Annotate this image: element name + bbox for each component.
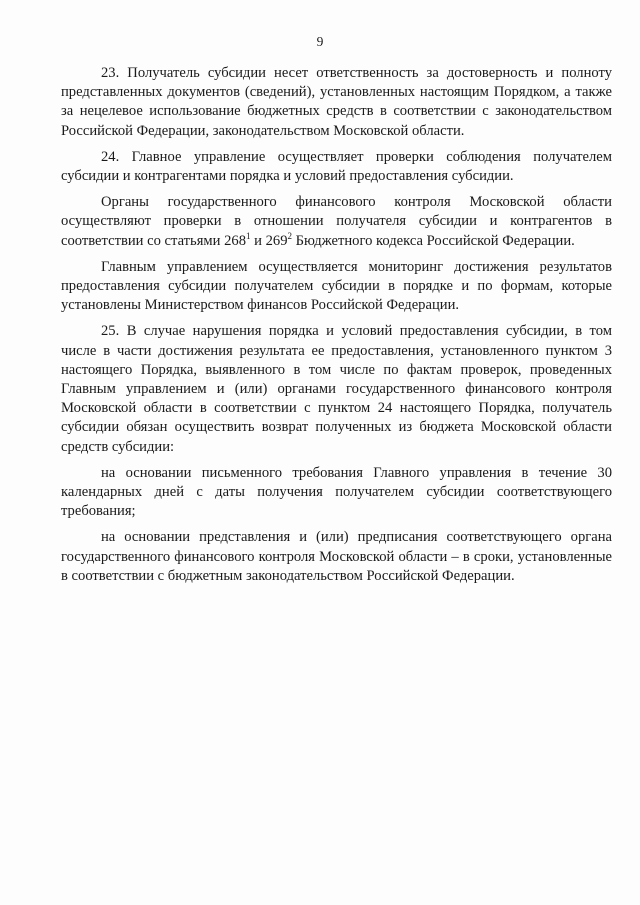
paragraph-24-control-bodies xyxy=(61,193,612,251)
paragraph-text: и 269 xyxy=(250,232,288,249)
superscript: 1 xyxy=(246,230,251,241)
paragraph-23: 23. Получатель субсидии несет ответственность за достоверность и полноту представленных документов (сведений), установленных настоящим Порядком, а также за нецелевое использование бюджетных средств в соответствии с законодательством Российской Федерации, законодательством Московской области. xyxy=(61,65,612,139)
paragraph-25-representation: на основании представления и (или) предписания соответствующего органа государственного финансового контроля Московской области – в сроки, установленные в соответствии с бюджетным законодательством Российской Федерации. xyxy=(61,529,612,584)
paragraph-text: Органы государственного финансового контроля Московской области осуществляют проверки в отношении получателя субсидии и контрагентов в соответствии со статьями 268 xyxy=(61,194,612,249)
paragraph-24-monitoring: Главным управлением осуществляется мониторинг достижения результатов предоставления субсидии получателем субсидии в порядке и по формам, которые установлены Министерством финансов Российской Федерации. xyxy=(61,258,612,314)
paragraph-24: 24. Главное управление осуществляет проверки соблюдения получателем субсидии и контрагентами порядка и условий предоставления субсидии. xyxy=(61,148,612,185)
paragraph-text: Бюджетного кодекса Российской Федерации. xyxy=(292,232,575,249)
superscript: 2 xyxy=(287,230,292,241)
page-number: 9 xyxy=(316,34,324,49)
paragraph-25-written-demand: на основании письменного требования Главного управления в течение 30 календарных дней с даты получения получателем субсидии соответствующего требования; xyxy=(61,464,612,520)
document-body xyxy=(61,64,612,586)
paragraph-25: 25. В случае нарушения порядка и условий предоставления субсидии, в том числе в части достижения результата ее предоставления, установленного пунктом 3 настоящего Порядка, выявленного в том числе по фактам проверок, проведенных Главным управлением и (или) органами государственного финансового контроля Московской области в соответствии с пунктом 24 настоящего Порядка, получатель субсидии обязан осуществить возврат полученных из бюджета Московской области средств субсидии: xyxy=(61,323,612,455)
